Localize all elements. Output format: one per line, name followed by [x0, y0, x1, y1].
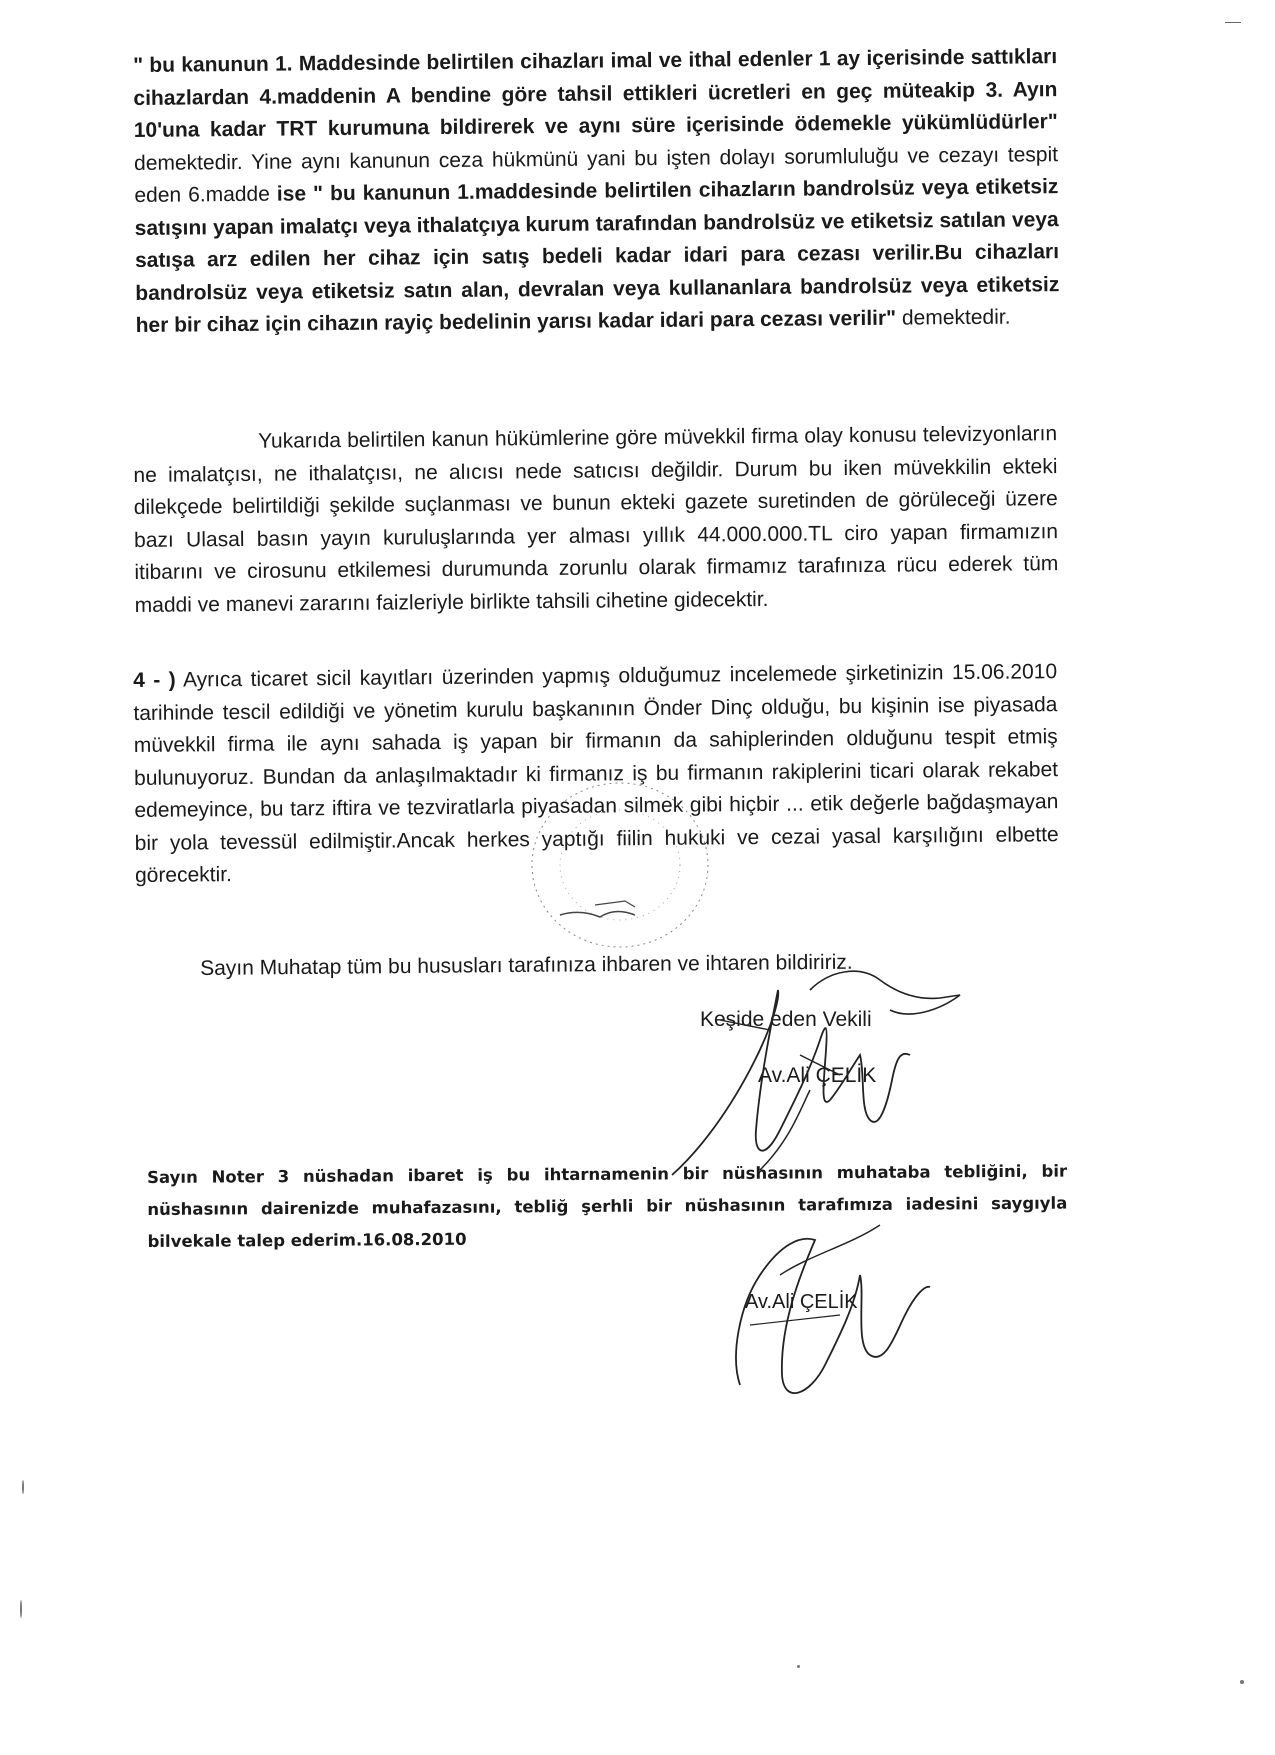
law-quote-bold-2: ise " bu kanunun 1.maddesinde belirtilen cihazların bandrolsüz veya etiketsiz satışını yapan imalatçı veya ithalatçıya kurum tarafından bandrolsüz ve etiketsiz satılan veya satışa arz edilen her cihaz için satış bedeli kadar idari para cezası verilir.Bu cihazları bandrolsüz veya etiketsiz satın alan, devralan veya kullananlara bandrolsüz veya etiketsiz her bir cihaz için cihazın rayiç bedelinin yarısı kadar idari para cezası verilir": [134, 175, 1060, 337]
scan-mark: [20, 1600, 22, 1618]
paragraph-client-position: Yukarıda belirtilen kanun hükümlerine göre müvekkil firma olay konusu televizyonların ne imalatçısı, ne ithalatçısı, ne alıcısı nede satıcısı değildir. Durum bu iken müvekkilin ekteki dilekçede belirtildiği şekilde suçlanması ve bunun ekteki gazete suretinden de görüleceği üzere bazı Ulasal basın yayın kuruluşlarında yer alması yıllık 44.000.000.TL ciro yapan firmamızın itibarını ve cirosunu etkilemesi durumunda zorunlu olarak firmamız tarafınıza rücu ederek tüm maddi ve manevi zararını faizleriyle birlikte tahsili cihetine gidecektir.: [133, 422, 1059, 617]
law-quote-bold-1: " bu kanunun 1. Maddesinde belirtilen cihazları imal ve ithal edenler 1 ay içerisinde sattıkları cihazlardan 4.maddenin A bendine göre tahsil ettikleri ücretleri en geç müteakip 3. Ayın 10'una kadar TRT kurumuna bildirerek ve aynı süre içerisinde ödemekle yükümlüdürler": [133, 45, 1058, 142]
scan-speck: [1240, 1680, 1244, 1684]
notary-request: Sayın Noter 3 nüshadan ibaret iş bu ihtarnamenin bir nüshasının muhataba tebliğini, bir nüshasının dairenizde muhafazasını, tebliğ şerhli bir nüshasının tarafımıza iadesini saygıyla bilvekale talep ederim.16.08.2010: [147, 1161, 1068, 1251]
item-number: 4 - ): [133, 668, 176, 692]
paragraph-notice: Sayın Muhatap tüm bu hususları tarafınıza ihbaren ve ihtaren bildiririz.: [200, 950, 853, 980]
signatory-role: Keşide eden Vekili: [700, 1008, 872, 1031]
law-quote-text-2: demektedir.: [895, 305, 1011, 330]
signatory-name-2: Av.Ali ÇELİK: [745, 1291, 858, 1313]
handwritten-signature-2: [720, 1215, 940, 1415]
signatory-name: Av.Ali ÇELİK: [758, 1064, 877, 1087]
page-mark: [1225, 22, 1241, 23]
scan-mark: [22, 1480, 24, 1494]
law-quote-text-1: demektedir. Yine aynı kanunun ceza hükmünü yani bu işten dolayı sorumluluğu ve cezayı tespit eden 6.madde: [133, 142, 1059, 207]
paragraph-law-quote: [133, 41, 1060, 342]
scan-speck: [797, 1665, 800, 1668]
item-4-text: Ayrıca ticaret sicil kayıtları üzerinden yapmış olduğumuz incelemede şirketinizin 15.06.2010 tarihinde tescil edildiği ve yönetim kurulu başkanının Önder Dinç olduğu, bu kişinin ise piyasada müvekkil firma ile aynı sahada iş yapan bir firmanın da sahiplerinden olduğunu tespit etmiş bulunuyoruz. Bundan da anlaşılmaktadır ki firmanız iş bu firmanın rakiplerini ticari olarak rekabet edemeyince, bu tarz iftira ve tezviratlarla piyasadan silmek gibi hiçbir ... etik değerle bağdaşmayan bir yola tevessül edilmiştir.Ancak herkes yaptığı fiilin hukuki ve cezai yasal karşılığını elbette görecektir.: [133, 660, 1059, 887]
seal-stamp: [515, 765, 725, 965]
